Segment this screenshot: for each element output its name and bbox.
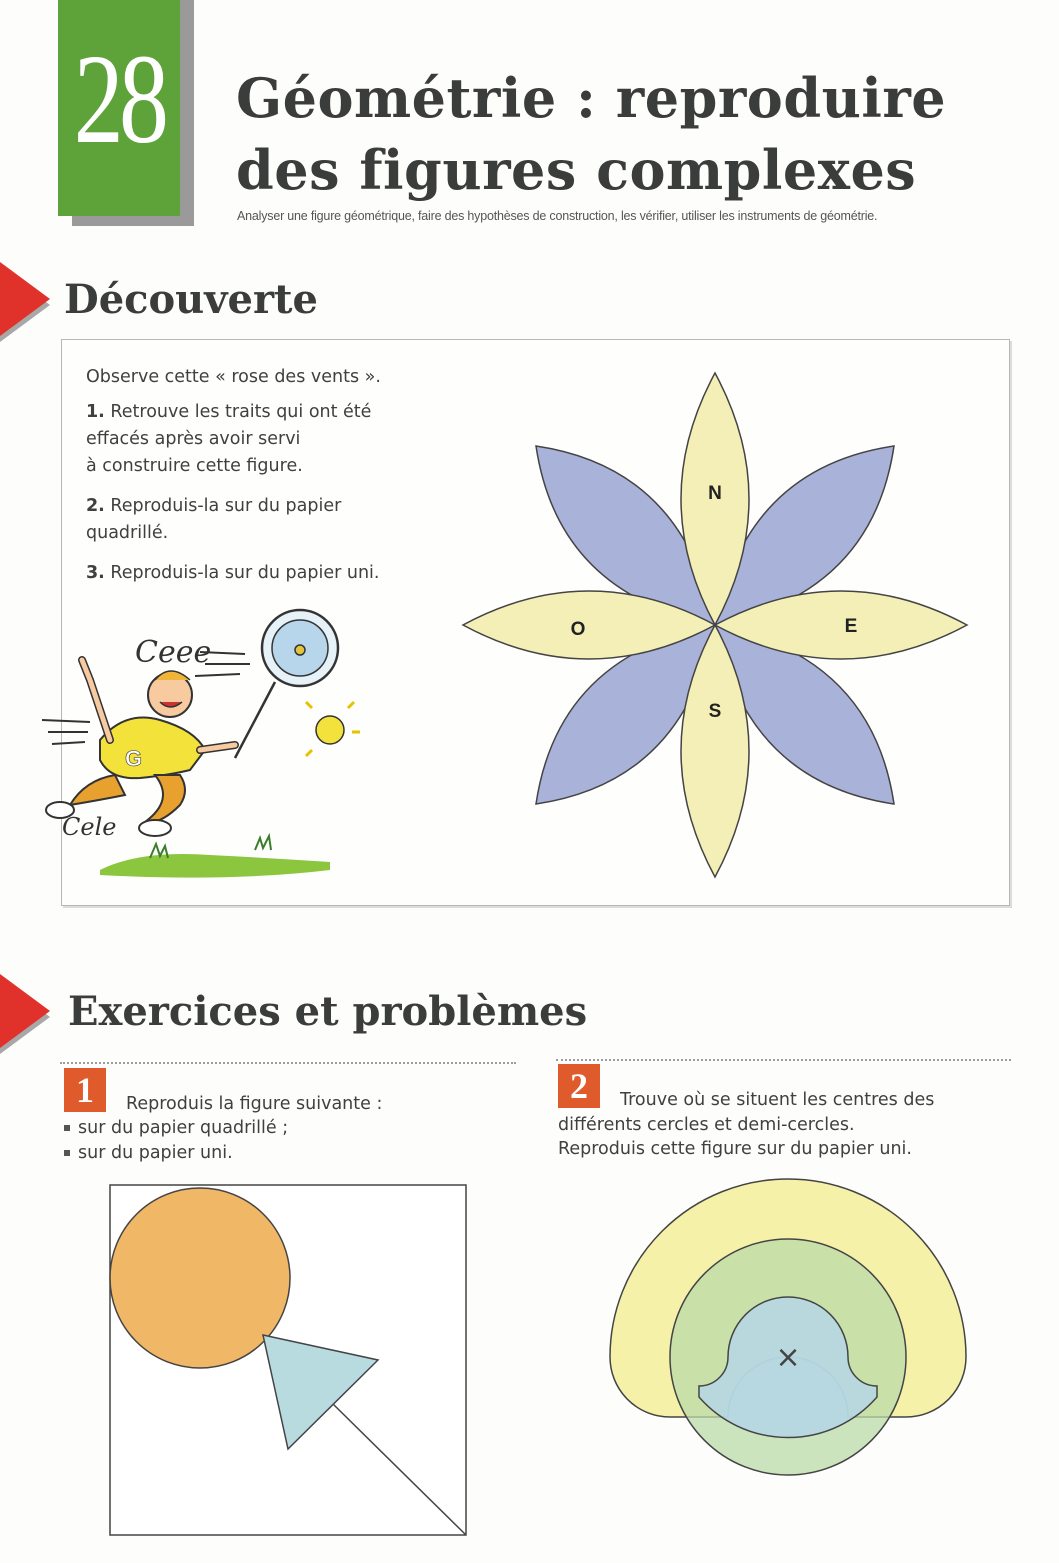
scribble-bottom: Cele xyxy=(62,813,117,841)
compass-label-east: E xyxy=(844,616,858,637)
exercise-1-bullet-text: sur du papier quadrillé ; xyxy=(78,1118,289,1138)
exercise-2-instructions xyxy=(558,1088,998,1162)
exercise-1-number: 1 xyxy=(64,1068,106,1112)
step-3-number: 3. xyxy=(86,563,105,583)
grass-blades xyxy=(150,836,271,858)
exercise-2-number: 2 xyxy=(558,1064,600,1108)
exercise-1-bullets xyxy=(64,1116,464,1165)
page-title xyxy=(236,62,1016,206)
exercise-2-rule xyxy=(556,1059,1011,1061)
section-title-exercises: Exercices et problèmes xyxy=(68,988,588,1035)
boy-arm-up-skin xyxy=(82,660,110,740)
discovery-instructions xyxy=(86,364,466,587)
bullet-icon xyxy=(64,1125,70,1131)
exercise-2-line3: Reproduis cette figure sur du papier uni. xyxy=(558,1139,912,1159)
compass-label-west: O xyxy=(570,619,586,640)
boy-leg-back xyxy=(70,775,125,805)
step-2-number: 2. xyxy=(86,496,105,516)
discovery-step-2 xyxy=(86,493,466,547)
rose-des-vents xyxy=(455,365,975,885)
exercise-1-instruction: Reproduis la figure suivante : xyxy=(126,1094,383,1114)
compass-hub xyxy=(295,645,305,655)
discovery-step-3 xyxy=(86,560,466,587)
compass-handle xyxy=(235,682,275,758)
exercise-1-bullet xyxy=(64,1141,464,1166)
exercise-2-line1: Trouve où se situent les centres des xyxy=(620,1090,935,1110)
boy-leg-front xyxy=(145,775,185,822)
exercise-1-bullet xyxy=(64,1116,464,1141)
boy-hair xyxy=(155,671,190,680)
bullet-icon xyxy=(64,1150,70,1156)
page-title-line1: Géométrie : reproduire xyxy=(236,66,947,130)
step-3-line1: Reproduis-la sur du papier uni. xyxy=(110,563,380,583)
exercise-1-circle xyxy=(110,1188,290,1368)
exercise-1-rule xyxy=(60,1062,516,1064)
discovery-step-1 xyxy=(86,399,466,480)
shirt-letter: G xyxy=(125,746,143,771)
section-arrow-icon xyxy=(0,974,50,1048)
step-1-number: 1. xyxy=(86,402,105,422)
step-1-line3: à construire cette figure. xyxy=(86,456,303,476)
exercise-1-bullet-text: sur du papier uni. xyxy=(78,1142,233,1163)
exercise-2-line2: différents cercles et demi-cercles. xyxy=(558,1114,855,1135)
boy-compass-illustration xyxy=(30,600,370,890)
chapter-number: 28 xyxy=(73,28,165,170)
step-2-line2: quadrillé. xyxy=(86,523,169,543)
boy-shirt xyxy=(100,718,205,779)
section-title-discovery: Découverte xyxy=(64,276,318,323)
exercise-2-figure xyxy=(600,1175,980,1485)
compass-label-south: S xyxy=(708,701,722,722)
sun-ball xyxy=(316,716,344,744)
compass-label-north: N xyxy=(708,483,722,504)
step-1-line1: Retrouve les traits qui ont été xyxy=(110,402,372,422)
grass-patch xyxy=(100,854,330,878)
discovery-intro: Observe cette « rose des vents ». xyxy=(86,367,381,387)
boy-shoe-front xyxy=(139,820,171,836)
page-subtitle: Analyser une figure géométrique, faire des hypothèses de construction, les vérifier, utiliser les instruments de géométrie. xyxy=(237,209,878,223)
step-1-line2: effacés après avoir servi xyxy=(86,429,301,449)
exercise-1-figure xyxy=(108,1183,470,1539)
step-2-line1: Reproduis-la sur du papier xyxy=(110,496,342,516)
section-arrow-icon xyxy=(0,262,50,336)
page-title-line2: des figures complexes xyxy=(236,138,917,202)
scribble-top: Ceee xyxy=(135,635,212,670)
exercise-2-center-mark: × xyxy=(775,1340,801,1375)
